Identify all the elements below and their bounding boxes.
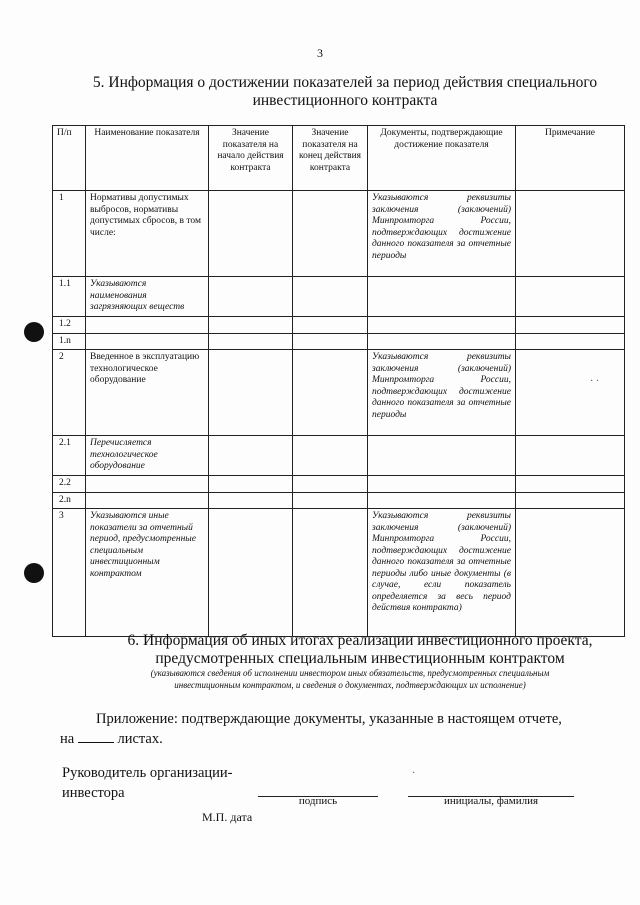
row-start-value <box>209 509 293 637</box>
appendix-suffix: листах. <box>117 731 163 747</box>
row-note <box>516 333 625 350</box>
row-note <box>516 317 625 334</box>
section6-note-line1: (указываются сведения об исполнении инвестором иных обязательств, предусмотренных специальным <box>150 668 550 678</box>
row-documents <box>368 436 516 476</box>
row-note <box>516 436 625 476</box>
row-indicator-name: Нормативы допустимых выбросов, нормативы допустимых сбросов, в том числе: <box>86 191 209 277</box>
row-end-value <box>293 492 368 509</box>
row-end-value <box>293 277 368 317</box>
row-number: 2 <box>53 350 86 436</box>
row-indicator-name <box>86 333 209 350</box>
appendix-text <box>60 709 620 749</box>
row-end-value <box>293 476 368 493</box>
row-start-value <box>209 333 293 350</box>
signature-caption: подпись <box>298 795 338 807</box>
header-cell: Документы, подтверждающие достижение показателя <box>368 126 516 191</box>
name-caption: инициалы, фамилия <box>443 795 539 807</box>
row-end-value <box>293 317 368 334</box>
row-documents <box>368 317 516 334</box>
row-indicator-name: Указываются иные показатели за отчетный период, предусмотренные специальным инвестиционным контрактом <box>86 509 209 637</box>
header-cell: П/п <box>53 126 86 191</box>
scan-speck: · <box>412 768 416 779</box>
row-documents: Указываются реквизиты заключения (заключений) Минпромторга России, подтверждающих достижение данного показателя за отчетные периоды <box>368 191 516 277</box>
row-end-value <box>293 333 368 350</box>
row-start-value <box>209 277 293 317</box>
row-note <box>516 350 625 436</box>
row-start-value <box>209 436 293 476</box>
row-documents: Указываются реквизиты заключения (заключений) Минпромторга России, подтверждающих достижение данного показателя за отчетные периоды <box>368 350 516 436</box>
row-indicator-name: Перечисляется технологическое оборудование <box>86 436 209 476</box>
table-row <box>53 350 625 436</box>
table-header-row <box>53 126 625 191</box>
table-row <box>53 317 625 334</box>
page-number: 3 <box>317 46 323 60</box>
row-start-value <box>209 492 293 509</box>
appendix-line2 <box>60 729 620 749</box>
punch-hole <box>24 322 44 342</box>
row-documents: Указываются реквизиты заключения (заключений) Минпромторга России, подтверждающих достижение данного показателя за отчетные периоды либо иные документы (в случае, если показатель определяется за весь период действия контракта) <box>368 509 516 637</box>
row-indicator-name: Введенное в эксплуатацию технологическое оборудование <box>86 350 209 436</box>
row-number: 3 <box>53 509 86 637</box>
row-end-value <box>293 436 368 476</box>
table-row <box>53 492 625 509</box>
row-note <box>516 509 625 637</box>
row-documents <box>368 333 516 350</box>
header-cell: Значение показателя на начало действия контракта <box>209 126 293 191</box>
head-label-line1: Руководитель организации- <box>62 765 233 781</box>
section6-title-line2: предусмотренных специальным инвестиционным контрактом <box>155 650 565 667</box>
table-row <box>53 436 625 476</box>
table-row <box>53 333 625 350</box>
row-number: 2.2 <box>53 476 86 493</box>
appendix-prefix: на <box>60 731 75 747</box>
row-number: 1.2 <box>53 317 86 334</box>
table-row <box>53 277 625 317</box>
section5-title-line2: инвестиционного контракта <box>252 92 438 109</box>
row-start-value <box>209 350 293 436</box>
row-number: 2.1 <box>53 436 86 476</box>
header-cell: Значение показателя на конец действия контракта <box>293 126 368 191</box>
row-indicator-name <box>86 492 209 509</box>
row-number: 1 <box>53 191 86 277</box>
row-indicator-name <box>86 476 209 493</box>
row-number: 2.n <box>53 492 86 509</box>
header-cell: Примечание <box>516 126 625 191</box>
row-end-value <box>293 509 368 637</box>
row-indicator-name: Указываются наименования загрязняющих веществ <box>86 277 209 317</box>
appendix-line1: Приложение: подтверждающие документы, указанные в настоящем отчете, <box>96 711 562 727</box>
section6-title <box>100 632 620 668</box>
sheet-count-blank[interactable] <box>78 730 114 743</box>
row-note <box>516 476 625 493</box>
row-start-value <box>209 476 293 493</box>
table-row <box>53 476 625 493</box>
stamp-date-label: М.П. дата <box>202 810 253 824</box>
scan-speck: · · <box>590 376 600 387</box>
row-indicator-name <box>86 317 209 334</box>
head-of-organization-label <box>62 763 282 803</box>
section6-note-line2: инвестиционным контрактом, и сведения о документах, подтверждающих их исполнение) <box>174 680 526 690</box>
row-end-value <box>293 191 368 277</box>
punch-hole <box>24 563 44 583</box>
row-documents <box>368 277 516 317</box>
table-row <box>53 191 625 277</box>
row-start-value <box>209 191 293 277</box>
row-number: 1.n <box>53 333 86 350</box>
table-row <box>53 509 625 637</box>
row-documents <box>368 476 516 493</box>
head-label-line2: инвестора <box>62 785 125 801</box>
row-start-value <box>209 317 293 334</box>
row-note <box>516 492 625 509</box>
row-end-value <box>293 350 368 436</box>
section5-title <box>60 74 630 110</box>
section5-title-line1: 5. Информация о достижении показателей за период действия специального <box>92 74 598 91</box>
row-note <box>516 277 625 317</box>
section6-note <box>70 667 630 691</box>
row-note <box>516 191 625 277</box>
section6-title-line1: 6. Информация об иных итогах реализации инвестиционного проекта, <box>127 632 593 649</box>
row-documents <box>368 492 516 509</box>
header-cell: Наименование показателя <box>86 126 209 191</box>
indicators-table <box>52 125 625 637</box>
row-number: 1.1 <box>53 277 86 317</box>
